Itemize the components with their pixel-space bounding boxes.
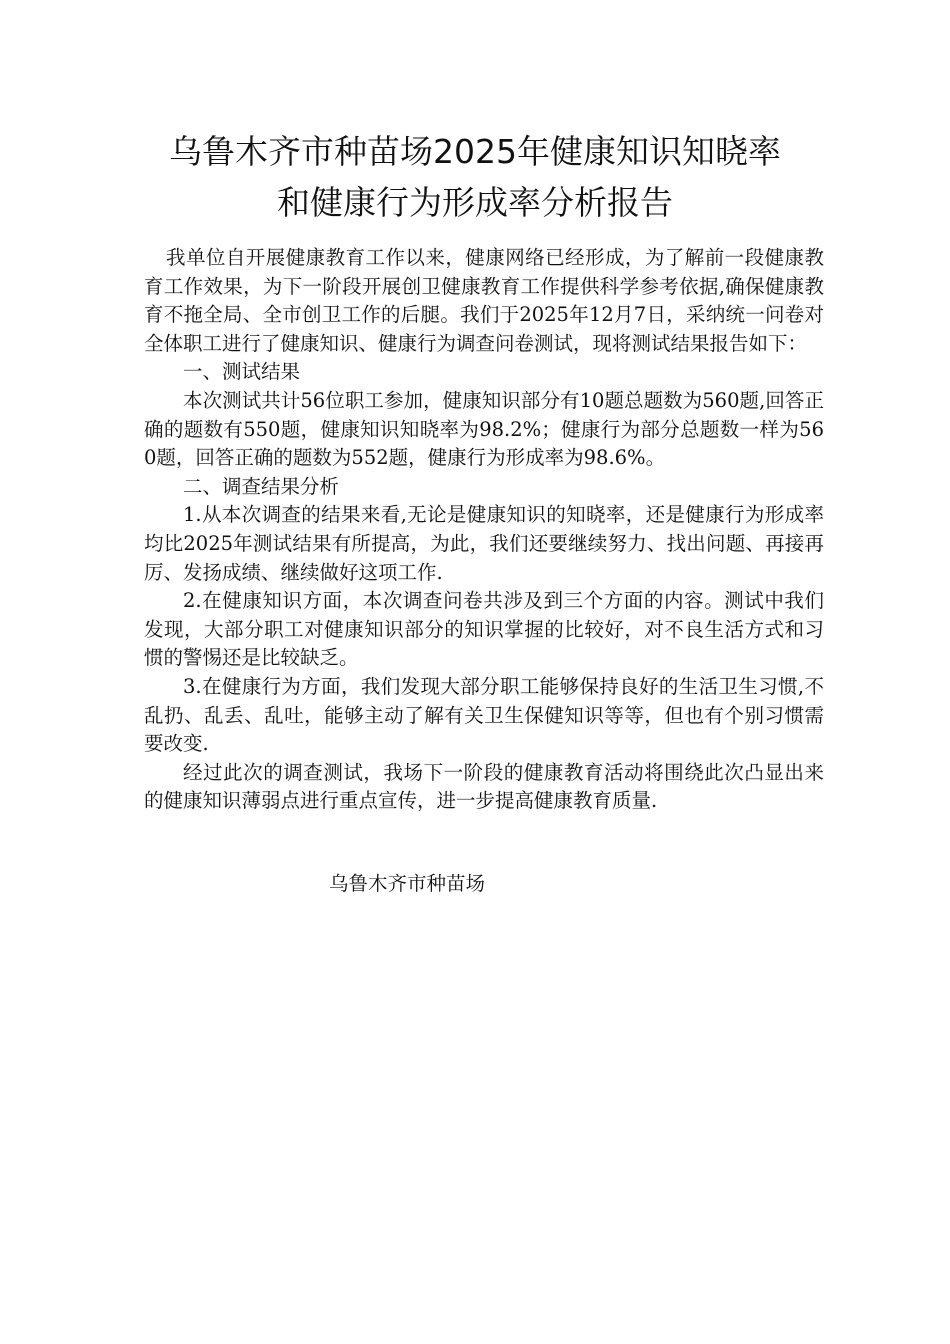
document-body <box>144 244 824 816</box>
conclusion-paragraph: 经过此次的调查测试，我场下一阶段的健康教育活动将围绕此次凸显出来的健康知识薄弱点进行重点宣传，进一步提高健康教育质量. <box>144 760 824 813</box>
analysis-item-3: 3.在健康行为方面，我们发现大部分职工能够保持良好的生活卫生习惯,不乱扔、乱丢、乱吐，能够主动了解有关卫生保健知识等等，但也有个别习惯需要改变. <box>144 674 824 756</box>
test-results-paragraph: 本次测试共计56位职工参加，健康知识部分有10题总题数为560题,回答正确的题数有550题，健康知识知晓率为98.2%；健康行为部分总题数一样为560题，回答正确的题数为552题，健康行为形成率为98.6%。 <box>144 388 824 470</box>
section-heading-test-results: 一、测试结果 <box>183 360 301 384</box>
document-title-line-2: 和健康行为形成率分析报告 <box>277 183 673 222</box>
signature-organization: 乌鲁木齐市种苗场 <box>329 872 486 895</box>
analysis-item-1: 1.从本次调查的结果来看,无论是健康知识的知晓率，还是健康行为形成率均比2025年测试结果有所提高，为此，我们还要继续努力、找出问题、再接再厉、发扬成绩、继续做好这项工作. <box>144 503 824 584</box>
analysis-item-2: 2.在健康知识方面，本次调查问卷共涉及到三个方面的内容。测试中我们发现，大部分职工对健康知识部分的知识掌握的比较好，对不良生活方式和习惯的警惕还是比较缺乏。 <box>144 589 824 670</box>
document-title-line-1: 乌鲁木齐市种苗场2025年健康知识知晓率 <box>169 132 781 171</box>
section-heading-analysis: 二、调查结果分析 <box>183 474 340 498</box>
intro-paragraph: 我单位自开展健康教育工作以来，健康网络已经形成，为了解前一段健康教育工作效果，为下一阶段开展创卫健康教育工作提供科学参考依据,确保健康教育不拖全局、全市创卫工作的后腿。我们于2025年12月7日，采纳统一问卷对全体职工进行了健康知识、健康行为调查问卷测试，现将测试结果报告如下： <box>144 246 824 355</box>
